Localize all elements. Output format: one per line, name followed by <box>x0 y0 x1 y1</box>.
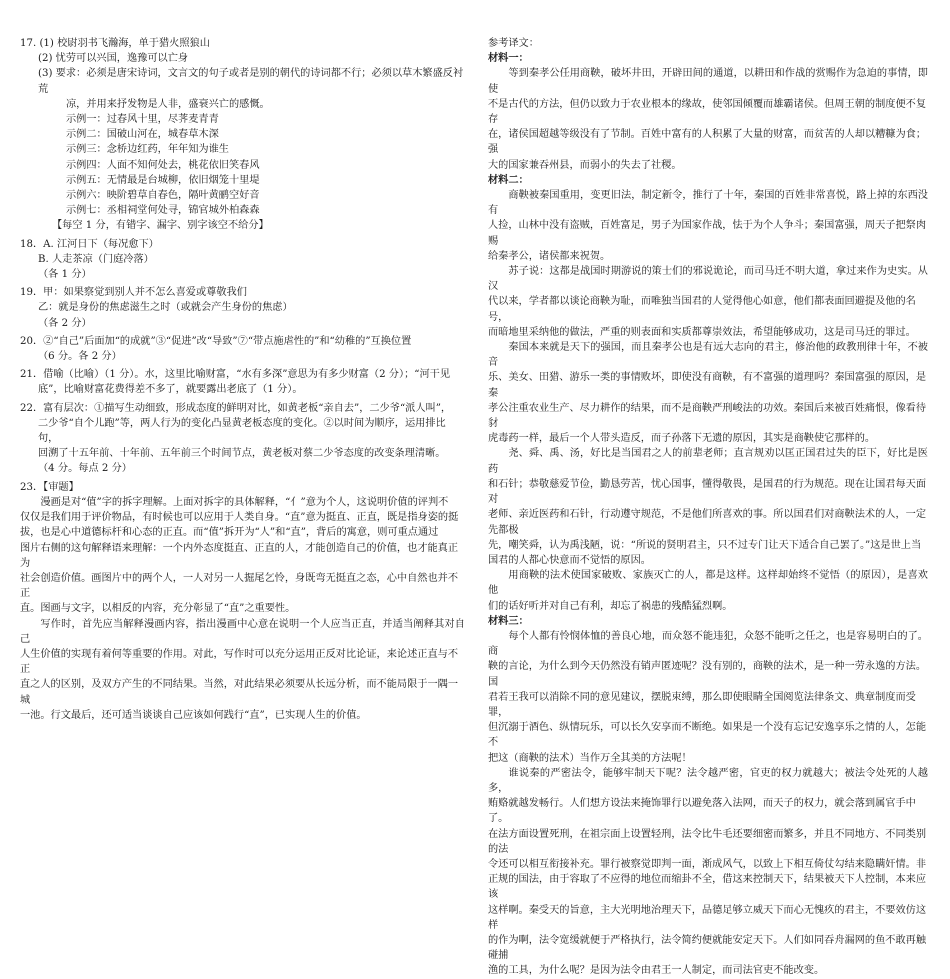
q17-line-2: (2) 忧劳可以兴国，逸豫可以亡身 <box>38 53 189 65</box>
q22-c: 回溯了十五年前、十年前、五年前三个时间节点，黄老板对蔡二少爷态度的改变条理清晰。 <box>38 448 446 460</box>
q18-block <box>20 237 465 283</box>
m3-p2-line-3: 在法方面设置死刑，在祖宗面上设置轻刑，法令比牛毛还要细密而繁多，并且不同地方、不同类别的法 <box>488 828 927 855</box>
q19-block <box>20 285 465 331</box>
q17-example-1: 示例一：过春风十里，尽荠麦青青 <box>66 114 219 126</box>
q19-a: 19．甲：如果察觉到别人并不怎么喜爱或尊敬我们 <box>20 287 247 299</box>
material-2-title: 材料二： <box>488 173 529 186</box>
m2-p3-line-2: 乐、美女、田猎、游乐一类的事情败坏，即使没有商鞅，有不富强的道理吗？秦国富强的原因，是秦 <box>488 372 927 399</box>
m1-line-2: 不是古代的方法，但仍以致力于农业根本的缘故，使邻国倾覆而雄霸诸侯。但周王朝的制度便不复存 <box>488 98 927 126</box>
q23-p1-line-4: 图片右侧的这句解释语来理解：一个内外态度挺直、正直的人，才能创造自己的价值，也才能真正为 <box>20 542 459 569</box>
m2-p1-line-2: 人捡，山林中没有盗贼，百姓富足，男子为国家作战，怯于为个人争斗；秦国富强，周天子把祭肉赐 <box>488 220 927 247</box>
left-column <box>20 36 465 723</box>
m2-p4-line-1: 尧、舜、禹、汤，好比是当国君之人的前辈老师；直言规劝以匡正国君过失的臣下，好比是医药 <box>488 448 928 475</box>
q17-example-3: 示例三：念桥边红药，年年知为谁生 <box>66 144 229 156</box>
m3-p1-line-1: 每个人都有怜悯体恤的善良心地，而众怒不能违犯，众怒不能听之任之，也是容易明白的了。商 <box>488 630 928 658</box>
m2-p5-line-1: 用商鞅的法术使国家破败、家族灭亡的人，都是这样。这样却始终不觉悟（的原因），是喜欢他 <box>488 570 928 597</box>
q20-block <box>20 334 465 364</box>
q20-a: 20．②“自己”后面加“的成就”③“促进”改“导致”⑦“带点施虐性的”和“幼稚的”互换位置 <box>20 335 412 347</box>
material-1-title: 材料一： <box>488 52 529 65</box>
q18-a: 18．A. 江河日下（每况愈下） <box>20 238 159 250</box>
q23-p2-line-3: 直之人的区别，及双方产生的不同结果。当然，对此结果必须要从长远分析，而不能局限于一隅一城 <box>20 679 459 706</box>
m2-p2-line-1: 苏子说：这都是战国时期游说的策士们的邪说诡论，而司马迁不明大道，拿过来作为史实。从汉 <box>488 266 928 293</box>
q17-line-1: 17. (1) 校尉羽书飞瀚海，单于猎火照狼山 <box>20 38 210 49</box>
q22-b: 二少爷“自个儿跑”等，两人行为的变化凸显黄老板态度的变化。②以时间为顺序，运用排比句， <box>38 417 446 445</box>
m3-p2-line-6: 这样啊。秦受天的旨意，主大光明地治理天下，品德足够立威天下而心无愧疚的君主，不要效仿这样 <box>488 904 927 931</box>
q23-p1-line-2: 仅仅是我们用于评价物品，有时候也可以应用于人类自身。“直”意为挺直、正直，既是指身姿的挺 <box>20 512 459 524</box>
q23-p1-line-6: 直。图画与文字，以相反的内容，充分彰显了“直”之重要性。 <box>20 603 296 615</box>
m3-p1-line-5: 把这（商鞅的法术）当作万全其美的方法呢！ <box>488 752 692 764</box>
m3-p2-line-2: 贿赂就越发畅行。人们想方设法来掩饰罪行以避免落入法网，而天子的权力，就会落到属官手中了。 <box>488 798 916 825</box>
m1-line-4: 大的国家兼吞州县，而弱小的失去了社稷。 <box>488 159 682 171</box>
m3-p1-line-4: 但沉溺于酒色、纵情玩乐，可以长久安享而不断绝。如果是一个没有忘记安逸享乐之情的人，怎能不 <box>488 722 927 749</box>
m1-line-1: 等到秦孝公任用商鞅，破坏井田，开辟田间的通道，以耕田和作战的赏赐作为急迫的事情，即使 <box>488 68 928 95</box>
m2-p4-line-5: 国君的人都心快意而不觉悟的原因。 <box>488 554 651 566</box>
q17-line-3: (3) 要求：必须是唐宋诗词，文言文的句子或者是别的朝代的诗词都不行；必须以草木繁盛反衬荒 <box>38 68 464 95</box>
q21-block <box>20 367 465 397</box>
q18-score: （各 1 分） <box>38 269 92 281</box>
m2-p4-line-4: 先，嘲笑舜，认为禹浅陋，说：“所说的贤明君主，只不过专门让天下适合自己罢了。”这是世上当 <box>488 539 922 551</box>
q23-head: 23．【审题】 <box>20 481 79 493</box>
m3-p2-line-1: 谁说秦的严密法令，能够牢制天下呢？法令越严密，官吏的权力就越大；被法令处死的人越多， <box>488 767 928 794</box>
q19-score: （各 2 分） <box>38 317 92 329</box>
q17-example-7: 示例七：丞相祠堂何处寻，锦官城外柏森森 <box>66 205 260 217</box>
q20-b: （6 分。各 2 分） <box>38 351 122 363</box>
q21-a: 21．借喻（比喻）（1 分）。水，这里比喻财富，“水有多深”意思为有多少财富（2 分）；“河干见 <box>20 369 451 381</box>
q18-b: B. 人走茶凉（门庭冷落） <box>38 253 154 265</box>
q23-p2-line-4: 一池。行文最后，还可适当谈谈自己应该如何践行“直”，已实现人生的价值。 <box>20 709 367 721</box>
m2-p3-line-1: 秦国本来就是天下的强国，而且秦孝公也是有远大志向的君主，修治他的政教刑律十年，不被音 <box>488 342 928 369</box>
material-3-title: 材料三： <box>488 614 529 627</box>
q17-example-4: 示例四：人面不知何处去，桃花依旧笑春风 <box>66 159 260 171</box>
q23-p2-line-1: 写作时，首先应当解释漫画内容，指出漫画中心意在说明一个人应当正直，并适当阐释其对自己 <box>20 618 465 645</box>
right-column <box>488 36 928 979</box>
q17-note: 【每空 1 分，有错字、漏字、别字该空不给分】 <box>52 220 269 232</box>
m3-p2-line-5: 正规的国法，由于容取了不应得的地位而缩卦不全，借这来控制天下，结果被天下人控制，本来应该 <box>488 874 927 901</box>
m2-p1-line-1: 商鞅被秦国重用，变更旧法，制定新令，推行了十年，秦国的百姓非常喜悦，路上掉的东西没有 <box>488 190 928 217</box>
q19-b: 乙：就是身份的焦虑滋生之时（或就会产生身份的焦虑） <box>38 302 293 314</box>
m2-p3-line-3: 孝公注重农业生产、尽力耕作的结果，而不是商鞅严刑峻法的功效。秦国后来被百姓痛恨，像看待豺 <box>488 402 927 430</box>
m3-p2-line-7: 的作为啊，法令宽缓就便于严格执行，法令简约便就能安定天下。人们如同吞舟漏网的鱼不敢再触碰捕 <box>488 934 927 962</box>
m3-p1-line-2: 鞅的言论，为什么到今天仍然没有销声匿迹呢？没有别的，商鞅的法术，是一种一劳永逸的方法。国 <box>488 661 927 688</box>
q17-example-6: 示例六：映阶碧草自春色，隔叶黄鹂空好音 <box>66 190 260 202</box>
m1-line-3: 在，诸侯国超越等级没有了节制。百姓中富有的人积累了大量的财富，而贫苦的人却以糟糠为食；强 <box>488 129 927 156</box>
m2-p4-line-2: 和石针；恭敬慈爱节俭，勤恳劳苦，忧心国事，懂得敬畏，是国君的行为规范。现在让国君每天面对 <box>488 478 927 506</box>
m2-p3-line-4: 虎毒药一样，最后一个人带头造反，而子孙落下无遗的原因，其实是商鞅使它那样的。 <box>488 433 876 445</box>
q17-example-5: 示例五：无情最是台城柳，依旧烟笼十里堤 <box>66 174 260 186</box>
m2-p2-line-2: 代以来，学者都以谈论商鞅为耻，而唯独当国君的人觉得他心如意，他们都表面回避提及他的名号， <box>488 296 916 323</box>
m3-p2-line-8: 渔的工具，为什么呢？是因为法令由君王一人制定，而司法官吏不能改变。 <box>488 965 825 977</box>
q23-p1-line-5: 社会创造价值。画图片中的两个人，一人对另一人掘尾乞怜，身既弯无挺直之态，心中自然也并不正 <box>20 572 459 600</box>
q22-score: （4 分。每点 2 分） <box>38 463 132 475</box>
q23-p1-line-1: 漫画是对“值”字的拆字理解。上面对拆字的具体解释，“亻”意为个人，这说明价值的评判不 <box>40 496 449 508</box>
q22-a: 22．富有层次：①描写生动细致，形成态度的鲜明对比，如黄老板“亲自去”，二少爷“派人叫”， <box>20 402 452 414</box>
q23-p2-line-2: 人生价值的实现有着何等重要的作用。对此，写作时可以充分运用正反对比论证，来论述正直与不正 <box>20 648 459 676</box>
m3-p2-line-4: 令还可以相互衔接补充。罪行被察觉即判一面，渐成风气，以致上下相互倚仗勾结来隐瞒奸情。非 <box>488 858 927 870</box>
m2-p1-line-3: 给秦孝公，诸侯都来祝贺。 <box>488 250 611 262</box>
q17-line-3b: 凉，并用来抒发物是人非，盛衰兴亡的感慨。 <box>66 98 270 110</box>
q23-p1-line-3: 拔，也是心中道德标杆和心态的正直。而“值”拆开为“人”和“直”，背后的寓意，则可重点通过 <box>20 527 439 539</box>
q21-b: 底”，比喻财富花费得差不多了，就要露出老底了（1 分）。 <box>38 384 303 396</box>
q23-block <box>20 480 465 723</box>
q17-example-2: 示例二：国破山河在，城春草木深 <box>66 129 219 141</box>
reference-translation-title: 参考译文： <box>488 38 539 49</box>
q22-block <box>20 401 465 477</box>
q17-block <box>20 36 465 234</box>
m2-p4-line-3: 老师、亲近医药和石针，行动遵守规范，不是他们所喜欢的事。所以国君们对商鞅法术的人，一定先都极 <box>488 509 927 536</box>
m3-p1-line-3: 君若王我可以消除不同的意见建议，摆脱束缚，那么即使眼睛全国阅览法律条文、典章制度而受罪， <box>488 691 916 718</box>
m2-p2-line-3: 而暗地里采纳他的做法，严重的则表面和实质都尊崇效法，希望能够成功，这是司马迁的罪过。 <box>488 326 916 338</box>
m2-p5-line-2: 们的话好听并对自己有利，却忘了祸患的残酷猛烈啊。 <box>488 600 733 612</box>
